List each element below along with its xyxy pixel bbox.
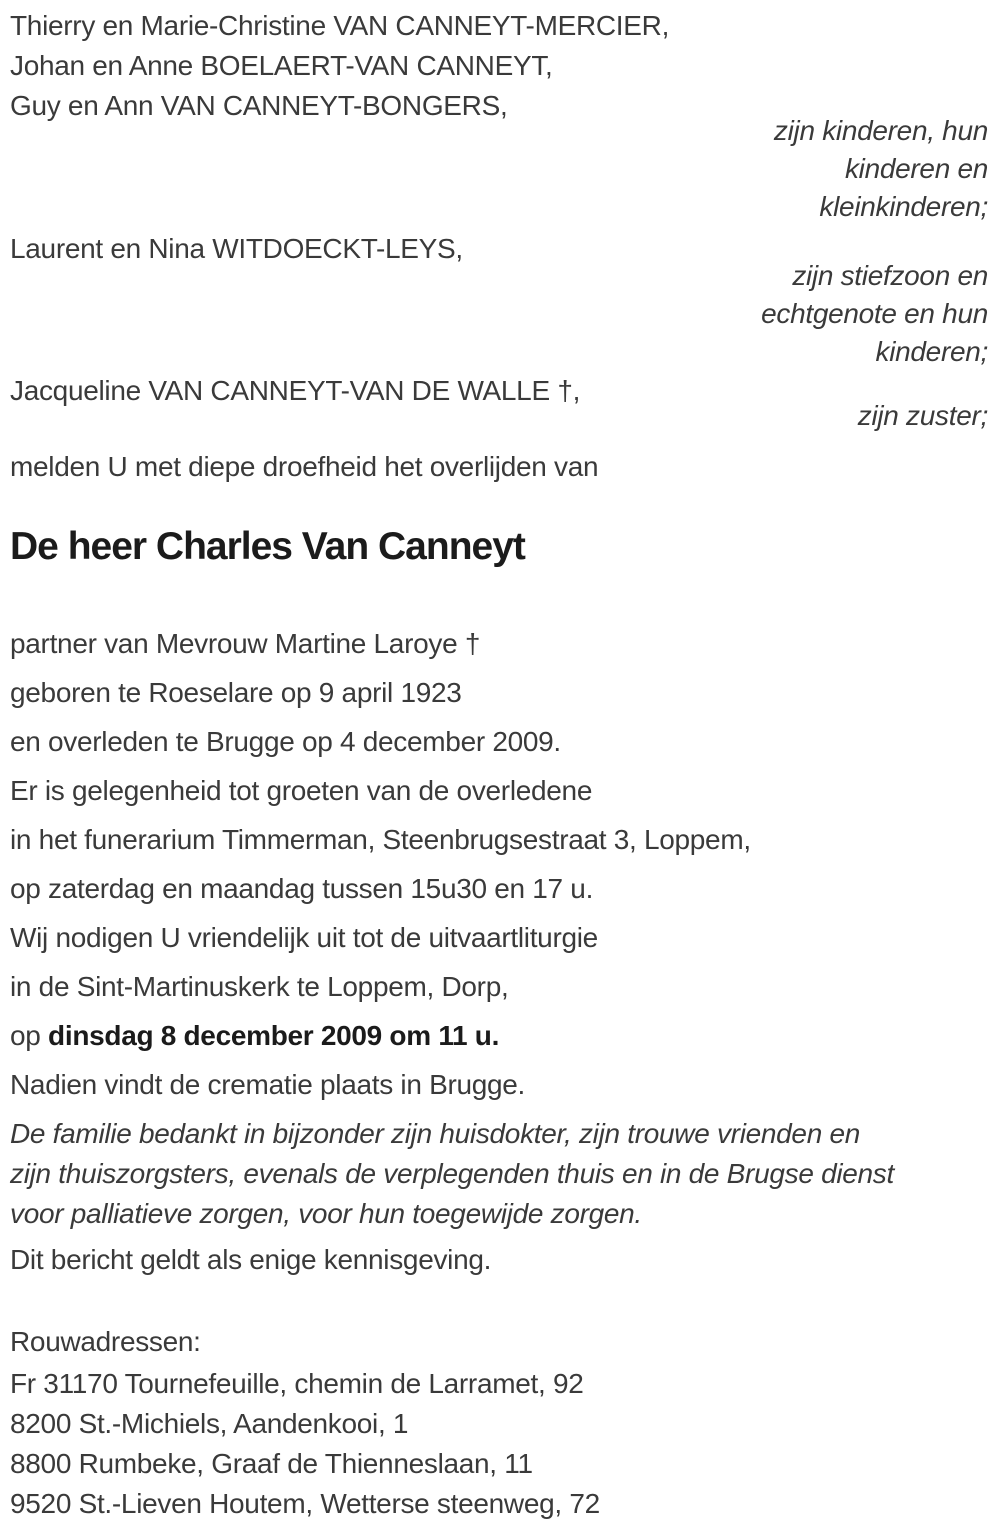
thanks-line: voor palliatieve zorgen, voor hun toegewijde zorgen. [10, 1198, 642, 1229]
sister-relation-block [10, 397, 988, 435]
liturgy-line-2: in de Sint-Martinuskerk te Loppem, Dorp, [10, 971, 509, 1002]
ceremony-date-bold: dinsdag 8 december 2009 om 11 u. [48, 1020, 500, 1051]
name-line: Thierry en Marie-Christine VAN CANNEYT-MERCIER, [10, 10, 670, 41]
relation-line: kinderen; [875, 336, 988, 367]
mourning-address-list [10, 1364, 988, 1524]
address-line: 9520 St.-Lieven Houtem, Wetterse steenweg, 72 [10, 1488, 600, 1519]
thanks-line: De familie bedankt in bijzonder zijn huisdokter, zijn trouwe vrienden en [10, 1118, 860, 1149]
death-line: en overleden te Brugge op 4 december 2009. [10, 726, 561, 757]
ceremony-date-line [10, 1011, 988, 1060]
name-line: Jacqueline VAN CANNEYT-VAN DE WALLE †, [10, 375, 581, 406]
announcement-intro: melden U met diepe droefheid het overlijden van [10, 451, 599, 482]
relation-line: zijn stiefzoon en [792, 260, 988, 291]
name-line: Guy en Ann VAN CANNEYT-BONGERS, [10, 90, 508, 121]
mourning-addresses-label: Rouwadressen: [10, 1326, 201, 1357]
birth-line: geboren te Roeselare op 9 april 1923 [10, 677, 462, 708]
viewing-line-2: in het funerarium Timmerman, Steenbrugsestraat 3, Loppem, [10, 824, 751, 855]
address-line: 8200 St.-Michiels, Aandenkooi, 1 [10, 1408, 409, 1439]
relation-line: zijn kinderen, hun [773, 115, 988, 146]
address-line: 8800 Rumbeke, Graaf de Thienneslaan, 11 [10, 1448, 533, 1479]
thanks-line: zijn thuiszorgsters, evenals de verplegenden thuis en in de Brugse dienst [10, 1158, 894, 1189]
relation-line: kinderen en [844, 153, 988, 184]
family-thanks-paragraph [10, 1114, 988, 1234]
ceremony-date-prefix: op [10, 1020, 49, 1051]
relation-line: kleinkinderen; [819, 191, 988, 222]
single-notice-line: Dit bericht geldt als enige kennisgeving. [10, 1244, 492, 1275]
relation-line: zijn zuster; [857, 400, 988, 431]
viewing-line-3: op zaterdag en maandag tussen 15u30 en 17 u. [10, 873, 594, 904]
name-line: Laurent en Nina WITDOECKT-LEYS, [10, 233, 463, 264]
children-names-block [10, 6, 988, 126]
viewing-line-1: Er is gelegenheid tot groeten van de overledene [10, 775, 593, 806]
funeral-details-block [10, 619, 988, 1109]
children-relation-block [10, 112, 988, 226]
deceased-name-title: De heer Charles Van Canneyt [10, 525, 525, 568]
liturgy-line-1: Wij nodigen U vriendelijk uit tot de uitvaartliturgie [10, 922, 598, 953]
cremation-line: Nadien vindt de crematie plaats in Brugge. [10, 1069, 526, 1100]
name-line: Johan en Anne BOELAERT-VAN CANNEYT, [10, 50, 553, 81]
partner-line: partner van Mevrouw Martine Laroye † [10, 628, 481, 659]
address-line: Fr 31170 Tournefeuille, chemin de Larramet, 92 [10, 1368, 584, 1399]
relation-line: echtgenote en hun [761, 298, 988, 329]
stepson-relation-block [10, 257, 988, 371]
